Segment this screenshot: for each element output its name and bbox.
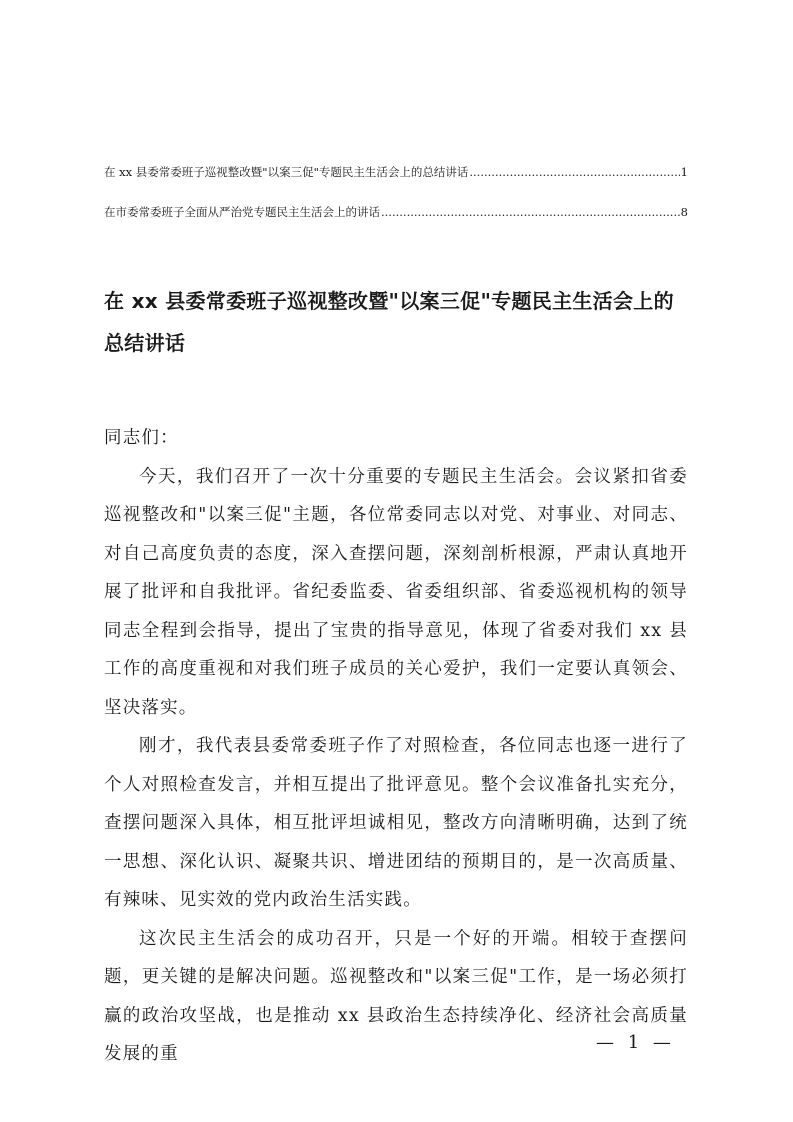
toc-entry-page: 8 [680,205,688,219]
toc-entry[interactable] [104,204,688,220]
body-paragraph: 今天，我们召开了一次十分重要的专题民主生活会。会议紧扣省委巡视整改和"以案三促"主题，各位常委同志以对党、对事业、对同志、对自己高度负责的态度，深入查摆问题，深刻剖析根源，严肃认真地开展了批评和自我批评。省纪委监委、省委组织部、省委巡视机构的领导同志全程到会指导，提出了宝贵的指导意见，体现了省委对我们 xx 县工作的高度重视和对我们班子成员的关心爱护，我们一定要认真领会、坚决落实。 [104,466,688,718]
salutation: 同志们： [104,428,179,448]
document-title [104,280,704,364]
toc-leader-dots [469,164,679,180]
body-paragraph: 这次民主生活会的成功召开，只是一个好的开端。相较于查摆问题，更关键的是解决问题。巡视整改和"以案三促"工作，是一场必须打赢的政治攻坚战，也是推动 xx 县政治生态持续净化、经济社会高质量发展的重 [104,928,688,1064]
toc-entry-title: 在市委常委班子全面从严治党专题民主生活会上的讲话 [104,205,380,219]
body-paragraph: 刚才，我代表县委常委班子作了对照检查，各位同志也逐一进行了个人对照检查发言，并相互提出了批评意见。整个会议准备扎实充分，查摆问题深入具体，相互批评坦诚相见，整改方向清晰明确，达到了统一思想、深化认识、凝聚共识、增进团结的预期目的，是一次高质量、有辣味、见实效的党内政治生活实践。 [104,736,688,910]
toc-leader-dots [381,204,680,220]
toc-entry-title: 在 xx 县委常委班子巡视整改暨"以案三促"专题民主生活会上的总结讲话 [104,165,469,179]
document-title-line: 在 xx 县委常委班子巡视整改暨"以案三促"专题民主生活会上的 [104,289,674,313]
toc-entry-page: 1 [680,165,688,179]
toc-entry[interactable] [104,164,688,180]
document-body [104,419,688,1074]
document-title-line: 总结讲话 [104,331,186,355]
page-number: — 1 — [596,1032,675,1053]
